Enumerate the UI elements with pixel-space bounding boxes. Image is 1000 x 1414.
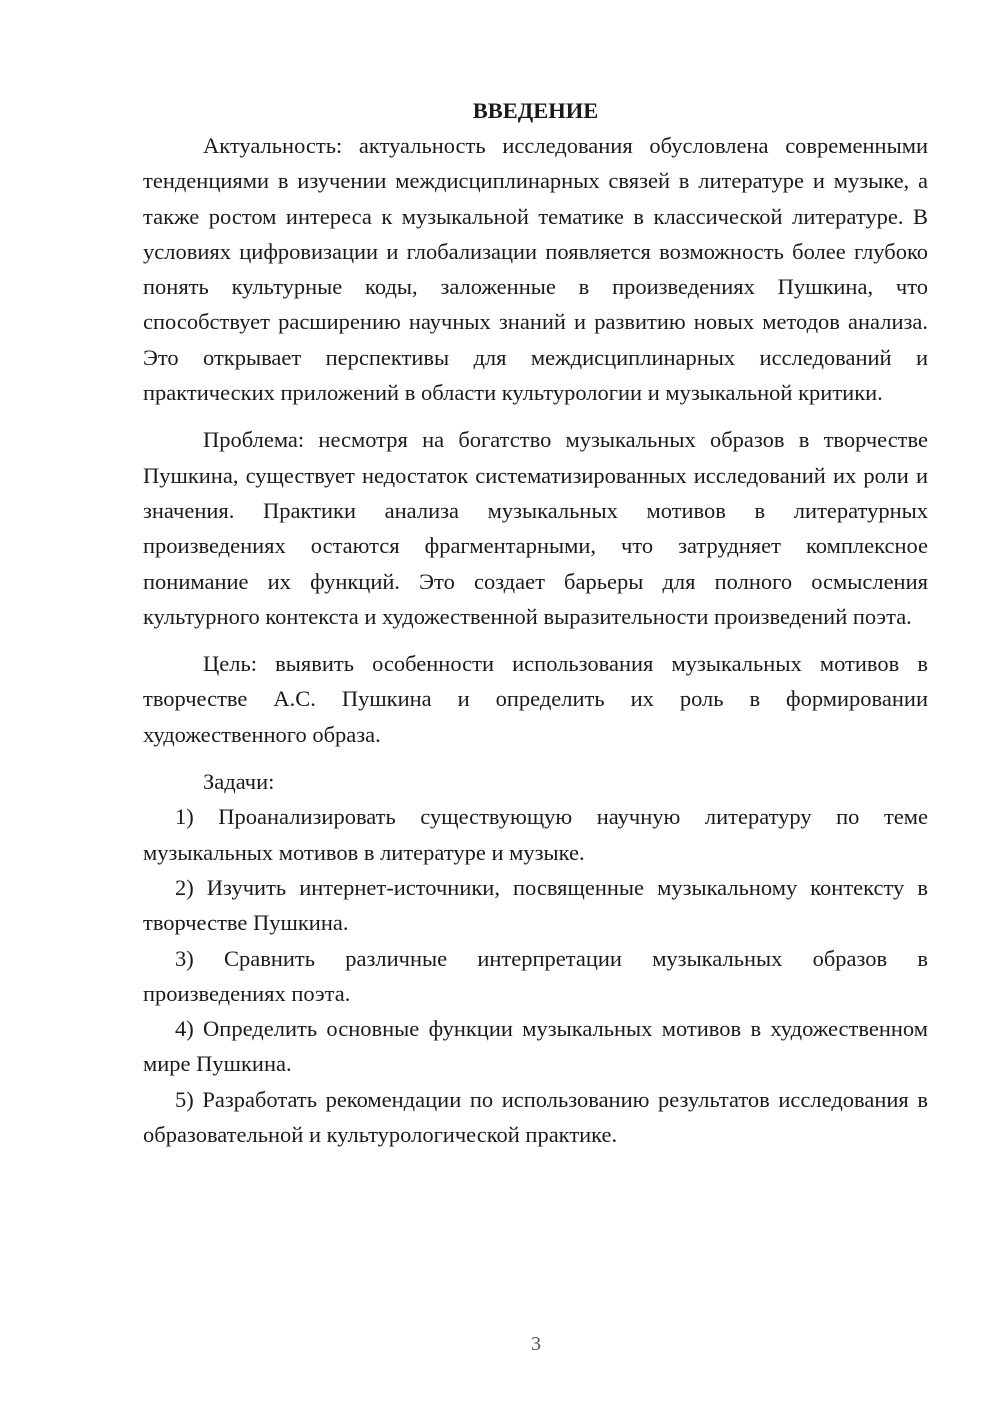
- section-heading: ВВЕДЕНИЕ: [472, 98, 599, 123]
- page-body: [143, 93, 928, 1152]
- problem-paragraph: Проблема: несмотря на богатство музыкальных образов в творчестве Пушкина, существует недостаток систематизированных исследований их роли и значения. Практики анализа музыкальных мотивов в литературных произведениях остаются фрагментарными, что затрудняет комплексное понимание их функций. Это создает барьеры для полного осмысления культурного контекста и художественной выразительности произведений поэта.: [143, 427, 928, 629]
- relevance-paragraph: Актуальность: актуальность исследования обусловлена современными тенденциями в изучении междисциплинарных связей в литературе и музыке, а также ростом интереса к музыкальной тематике в классической литературе. В условиях цифровизации и глобализации появляется возможность более глубоко понять культурные коды, заложенные в произведениях Пушкина, что способствует расширению научных знаний и развитию новых методов анализа. Это открывает перспективы для междисциплинарных исследований и практических приложений в области культурологии и музыкальной критики.: [143, 133, 928, 406]
- task-item-2: 2) Изучить интернет-источники, посвященные музыкальному контексту в творчестве Пушкина.: [143, 874, 928, 936]
- task-item-3: 3) Сравнить различные интерпретации музыкальных образов в произведениях поэта.: [143, 945, 928, 1006]
- page-number: 3: [531, 1333, 541, 1355]
- task-item-5: 5) Разработать рекомендации по использованию результатов исследования в образовательной и культурологической практике.: [143, 1086, 928, 1148]
- goal-paragraph: Цель: выявить особенности использования музыкальных мотивов в творчестве А.С. Пушкина и определить их роль в формировании художественного образа.: [143, 651, 928, 747]
- task-item-1: 1) Проанализировать существующую научную литературу по теме музыкальных мотивов в литературе и музыке.: [143, 804, 928, 865]
- tasks-label: Задачи:: [203, 769, 275, 795]
- task-item-4: 4) Определить основные функции музыкальных мотивов в художественном мире Пушкина.: [143, 1016, 928, 1077]
